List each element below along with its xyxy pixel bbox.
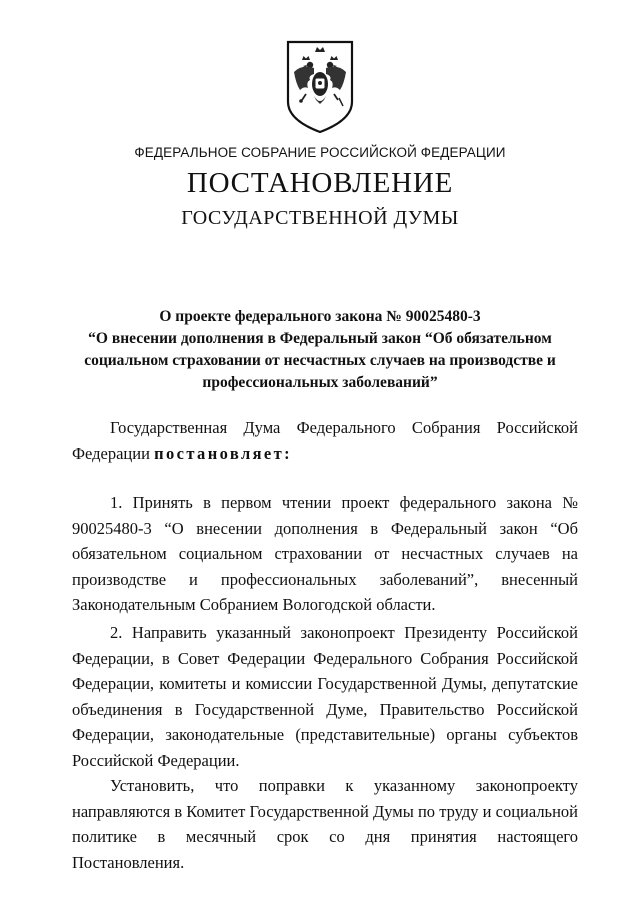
russian-coat-of-arms-icon [284,40,356,134]
preamble-text: Государственная Дума Федерального Собрания Российской Федерации [72,418,578,463]
subject-line: О проекте федерального закона № 90025480-3 [159,308,481,325]
preamble-emphasis: постановляет: [154,443,293,463]
document-type-title: ПОСТАНОВЛЕНИЕ [186,167,454,199]
document-subject [70,306,570,394]
organization-name: ФЕДЕРАЛЬНОЕ СОБРАНИЕ РОССИЙСКОЙ ФЕДЕРАЦИИ [134,145,506,160]
subject-line: социальном страховании от несчастных случаев на производстве и [84,352,556,369]
subject-line: профессиональных заболеваний” [202,374,438,391]
preamble-paragraph [72,415,578,466]
paragraph-2: 2. Направить указанный законопроект Президенту Российской Федерации, в Совет Федерации Федерального Собрания Российской Федерации, комитеты и комиссии Государственной Думы, депутатские объединения в Государственной Думе, Правительство Российской Федерации, законодательные (представительные) органы субъектов Российской Федерации. [72,623,578,770]
paragraph-1: 1. Принять в первом чтении проект федерального закона № 90025480-3 “О внесении дополнения в Федеральный закон “Об обязательном социальном страховании от несчастных случаев на производстве и профессиональных заболеваний”, внесенный Законодательным Собранием Вологодской области. [72,493,578,614]
paragraph-3: Установить, что поправки к указанному законопроекту направляются в Комитет Государственной Думы по труду и социальной политике в месячный срок со дня принятия настоящего Постановления. [72,776,578,872]
subject-line: “О внесении дополнения в Федеральный закон “Об обязательном [88,330,552,347]
issuer-subtitle: ГОСУДАРСТВЕННОЙ ДУМЫ [181,207,459,229]
